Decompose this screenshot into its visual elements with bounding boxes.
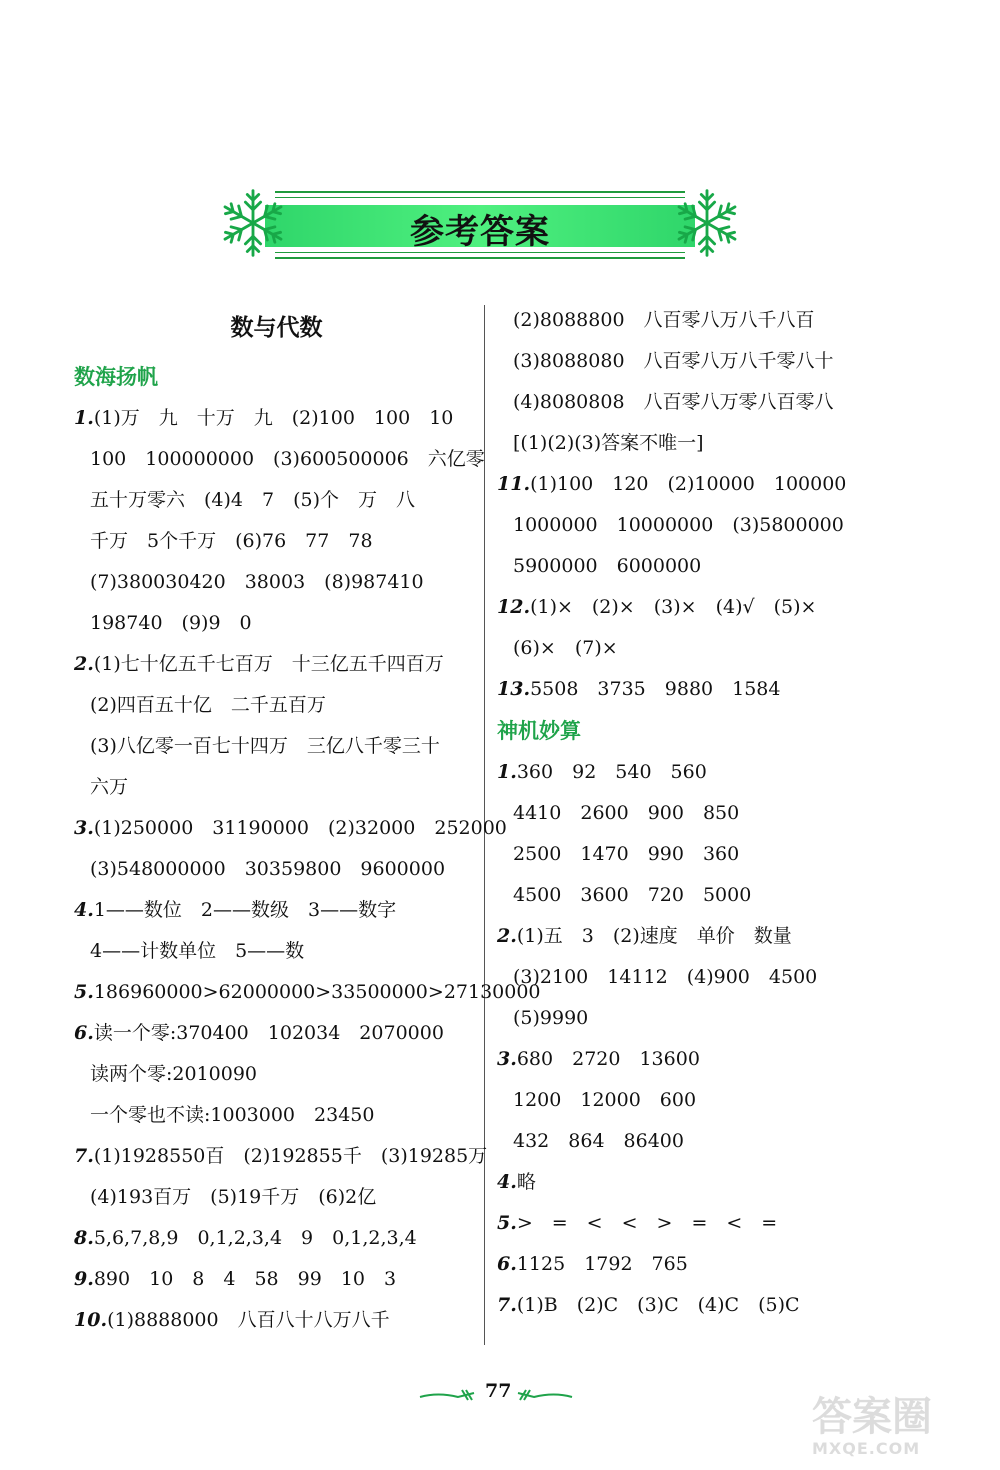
answer-text: (1)8888000 八百八十八万八千 — [107, 1309, 390, 1331]
answer-line — [74, 1300, 479, 1341]
answer-text: 680 2720 13600 — [516, 1048, 700, 1070]
answer-line — [497, 464, 917, 505]
question-number: 6. — [74, 1022, 94, 1044]
answer-line — [74, 603, 479, 644]
answer-line — [74, 644, 479, 685]
question-number: 7. — [74, 1145, 94, 1167]
question-number: 5. — [497, 1212, 517, 1234]
flourish-icon — [516, 1388, 574, 1402]
answer-line — [74, 931, 479, 972]
answer-text: 1125 1792 765 — [516, 1253, 688, 1275]
answer-text: (5)9990 — [513, 1007, 589, 1029]
question-number: 4. — [497, 1171, 517, 1193]
question-number: 2. — [74, 653, 94, 675]
answer-text: 4410 2600 900 850 — [513, 802, 740, 824]
answer-line — [497, 1121, 917, 1162]
answer-text: (1)100 120 (2)10000 100000 — [530, 473, 847, 495]
answer-text: (1)B (2)C (3)C (4)C (5)C — [516, 1294, 800, 1316]
question-number: 1. — [74, 407, 94, 429]
question-number: 5. — [74, 981, 94, 1003]
answer-line — [497, 998, 917, 1039]
watermark — [812, 1395, 992, 1465]
answer-line — [74, 1136, 488, 1177]
watermark-url: MXQE.COM — [812, 1439, 921, 1458]
answer-text: 198740 (9)9 0 — [90, 612, 252, 634]
answer-line — [497, 875, 917, 916]
answer-line — [497, 1244, 917, 1285]
question-number: 4. — [74, 899, 94, 921]
answer-line — [497, 505, 917, 546]
answer-line — [74, 1177, 479, 1218]
answer-text: (3)8088080 八百零八万八千零八十 — [513, 350, 834, 372]
page-title: 参考答案 — [410, 212, 550, 252]
answer-text: 六万 — [90, 776, 129, 798]
answer-line — [74, 1218, 479, 1259]
answer-text: 100 100000000 (3)600500006 六亿零 — [90, 448, 485, 470]
subsection-heading: 数海扬帆 — [74, 365, 158, 389]
answer-text: 五十万零六 (4)4 7 (5)个 万 八 — [90, 489, 416, 511]
page-number: 77 — [485, 1380, 512, 1402]
question-number: 7. — [497, 1294, 517, 1316]
flourish-icon — [418, 1388, 476, 1402]
watermark-text: 答案圈 — [812, 1394, 932, 1440]
answer-line — [497, 1285, 917, 1326]
answer-text: 略 — [516, 1171, 536, 1193]
banner-rule — [275, 197, 685, 198]
answer-line — [497, 382, 917, 423]
question-number: 10. — [74, 1309, 108, 1331]
answer-line — [74, 890, 479, 931]
answer-text: 读一个零:370400 102034 2070000 — [93, 1022, 444, 1044]
answer-line — [497, 423, 917, 464]
banner-rule — [275, 257, 685, 259]
question-number: 3. — [74, 817, 94, 839]
answer-text: 432 864 86400 — [513, 1130, 684, 1152]
answer-text: 1000000 10000000 (3)5800000 — [513, 514, 844, 536]
answer-line — [497, 793, 917, 834]
question-number: 12. — [497, 596, 531, 618]
answer-text: (1)250000 31190000 (2)32000 252000 — [93, 817, 507, 839]
subsection-heading: 神机妙算 — [497, 719, 581, 743]
answer-line — [497, 587, 917, 628]
answer-text: 890 10 8 4 58 99 10 3 — [93, 1268, 397, 1290]
answer-text: (1)× (2)× (3)× (4)√ (5)× — [530, 596, 817, 618]
question-number: 11. — [497, 473, 531, 495]
answer-text: (6)× (7)× — [513, 637, 618, 659]
answer-line — [497, 752, 917, 793]
answer-text: 千万 5个千万 (6)76 77 78 — [90, 530, 373, 552]
answer-text: (2)四百五十亿 二千五百万 — [90, 694, 326, 716]
answer-text: 1200 12000 600 — [513, 1089, 697, 1111]
answer-line — [74, 521, 479, 562]
question-number: 13. — [497, 678, 531, 700]
section-title: 数与代数 — [230, 315, 323, 341]
answer-line — [74, 849, 479, 890]
answer-text: (1)万 九 十万 九 (2)100 100 10 — [93, 407, 454, 429]
answer-line — [74, 562, 479, 603]
answer-line — [497, 341, 917, 382]
answer-text: 5900000 6000000 — [513, 555, 702, 577]
answer-line — [497, 1203, 917, 1244]
answer-line — [497, 916, 917, 957]
answer-text: 2500 1470 990 360 — [513, 843, 740, 865]
answer-text: (1)五 3 (2)速度 单价 数量 — [516, 925, 792, 947]
question-number: 3. — [497, 1048, 517, 1070]
answer-list — [497, 752, 917, 1326]
question-number: 8. — [74, 1227, 94, 1249]
answer-text: 5,6,7,8,9 0,1,2,3,4 9 0,1,2,3,4 — [93, 1227, 417, 1249]
answer-line — [497, 546, 917, 587]
right-column — [497, 300, 917, 1326]
answer-text: (7)380030420 38003 (8)987410 — [90, 571, 424, 593]
answer-line — [497, 300, 917, 341]
answer-text: 1——数位 2——数级 3——数字 — [93, 899, 397, 921]
answer-line — [74, 972, 541, 1013]
answer-text: 360 92 540 560 — [516, 761, 707, 783]
answer-text: (4)8080808 八百零八万零八百零八 — [513, 391, 834, 413]
answer-text: (3)八亿零一百七十四万 三亿八千零三十 — [90, 735, 440, 757]
answer-text: (2)8088800 八百零八万八千八百 — [513, 309, 815, 331]
answer-line — [497, 1162, 917, 1203]
answer-line — [74, 1095, 479, 1136]
question-number: 1. — [497, 761, 517, 783]
answer-text: 4500 3600 720 5000 — [513, 884, 752, 906]
answer-line — [74, 1259, 479, 1300]
answer-line — [74, 480, 479, 521]
answer-line — [74, 685, 479, 726]
answer-line — [74, 398, 479, 439]
answer-line — [497, 628, 917, 669]
banner-rule — [275, 191, 685, 193]
answer-text: (1)1928550百 (2)192855千 (3)19285万 — [93, 1145, 488, 1167]
answer-text: 5508 3735 9880 1584 — [530, 678, 781, 700]
answer-line — [497, 669, 917, 710]
answer-text: 读两个零:2010090 — [90, 1063, 258, 1085]
answer-list — [497, 300, 917, 710]
answer-text: (1)七十亿五千七百万 十三亿五千四百万 — [93, 653, 444, 675]
answer-line — [74, 767, 479, 808]
answer-line — [497, 834, 917, 875]
answer-text: 186960000>62000000>33500000>27130000 — [93, 981, 541, 1003]
answer-text: (4)193百万 (5)19千万 (6)2亿 — [90, 1186, 377, 1208]
question-number: 9. — [74, 1268, 94, 1290]
question-number: 6. — [497, 1253, 517, 1275]
answer-line — [497, 957, 917, 998]
answer-line — [497, 1039, 917, 1080]
question-number: 2. — [497, 925, 517, 947]
answer-text: [(1)(2)(3)答案不唯一] — [513, 432, 704, 454]
answer-text: (3)2100 14112 (4)900 4500 — [513, 966, 818, 988]
answer-text: 4——计数单位 5——数 — [90, 940, 305, 962]
answer-banner — [215, 185, 745, 265]
answer-line — [74, 1013, 479, 1054]
answer-line — [74, 1054, 479, 1095]
answer-text: (3)548000000 30359800 9600000 — [90, 858, 446, 880]
answer-line — [74, 808, 507, 849]
answer-text: > = < < > = < = — [516, 1212, 778, 1234]
answer-text: 一个零也不读:1003000 23450 — [90, 1104, 375, 1126]
answer-line — [497, 1080, 917, 1121]
answer-line — [74, 726, 479, 767]
answer-line — [74, 439, 485, 480]
